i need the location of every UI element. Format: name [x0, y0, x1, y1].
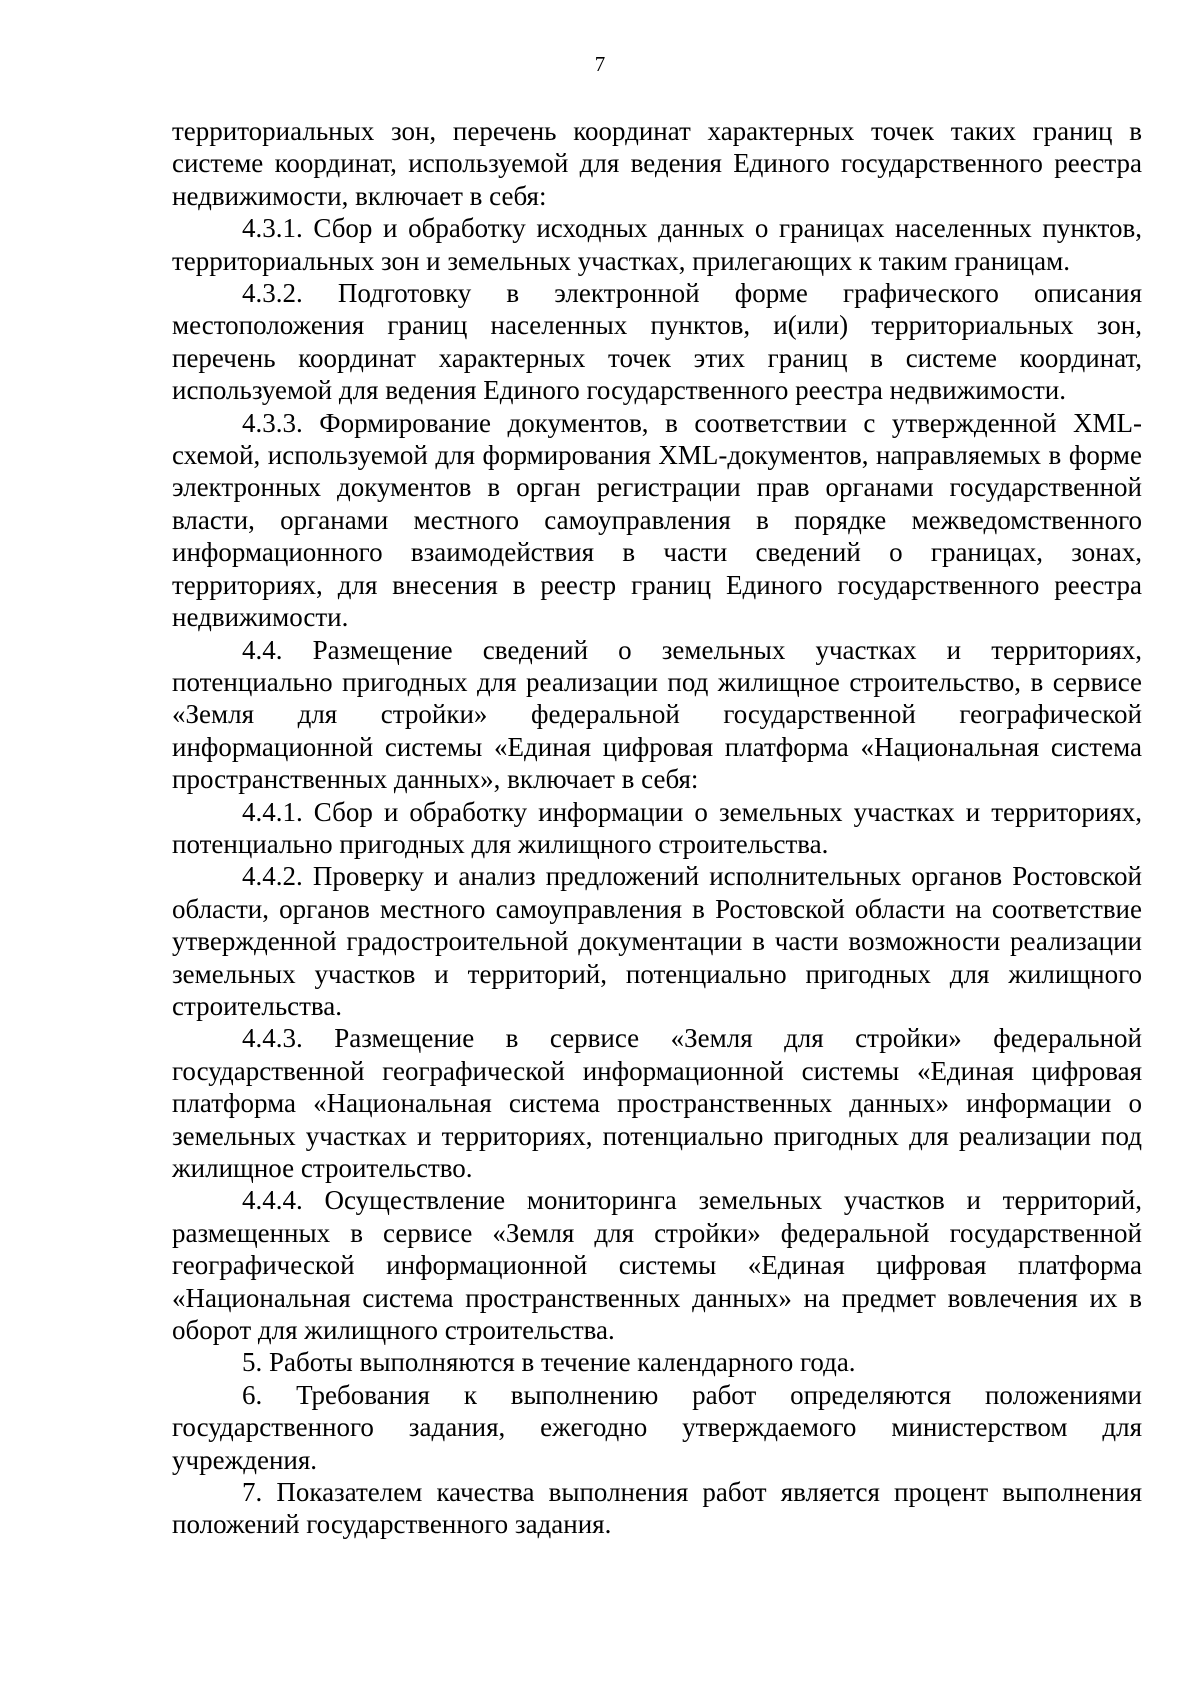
paragraph-4-3-1: 4.3.1. Сбор и обработку исходных данных о границах населенных пунктов, территориальных зон и земельных участках, прилегающих к таким границам. — [172, 213, 1142, 276]
paragraph-continuation: территориальных зон, перечень координат характерных точек таких границ в системе координат, используемой для ведения Единого государственного реестра недвижимости, включает в себя: — [172, 116, 1142, 211]
paragraph-7: 7. Показателем качества выполнения работ является процент выполнения положений государственного задания. — [172, 1477, 1142, 1540]
paragraph-4-4-4: 4.4.4. Осуществление мониторинга земельных участков и территорий, размещенных в сервисе «Земля для стройки» федеральной государственной географической информационной системы «Единая цифровая платформа «Национальная система пространственных данных» на предмет вовлечения их в оборот для жилищного строительства. — [172, 1185, 1142, 1346]
paragraph-4-4-3: 4.4.3. Размещение в сервисе «Земля для стройки» федеральной государственной географической информационной системы «Единая цифровая платформа «Национальная система пространственных данных» информации о земельных участках и территориях, потенциально пригодных для реализации под жилищное строительство. — [172, 1023, 1142, 1183]
document-body — [172, 115, 1142, 1541]
paragraph-4-4-2: 4.4.2. Проверку и анализ предложений исполнительных органов Ростовской области, органов местного самоуправления в Ростовской области на соответствие утвержденной градостроительной документации в части возможности реализации земельных участков и территорий, потенциально пригодных для жилищного строительства. — [172, 861, 1142, 1021]
paragraph-4-3-3: 4.3.3. Формирование документов, в соответствии с утвержденной XML-схемой, используемой для формирования XML-документов, направляемых в форме электронных документов в орган регистрации прав органами государственной власти, органами местного самоуправления в порядке межведомственного информационного взаимодействия в части сведений о границах, зонах, территориях, для внесения в реестр границ Единого государственного реестра недвижимости. — [172, 407, 1142, 633]
page-number: 7 — [594, 52, 606, 76]
paragraph-4-4: 4.4. Размещение сведений о земельных участках и территориях, потенциально пригодных для реализации под жилищное строительство, в сервисе «Земля для стройки» федеральной государственной географической информационной системы «Единая цифровая платформа «Национальная система пространственных данных», включает в себя: — [172, 634, 1142, 795]
paragraph-4-3-2: 4.3.2. Подготовку в электронной форме графического описания местоположения границ населенных пунктов, и(или) территориальных зон, перечень координат характерных точек этих границ в системе координат, используемой для ведения Единого государственного реестра недвижимости. — [172, 278, 1142, 406]
paragraph-6: 6. Требования к выполнению работ определяются положениями государственного задания, ежегодно утверждаемого министерством для учреждения. — [172, 1379, 1142, 1475]
paragraph-5: 5. Работы выполняются в течение календарного года. — [242, 1347, 856, 1378]
paragraph-4-4-1: 4.4.1. Сбор и обработку информации о земельных участках и территориях, потенциально пригодных для жилищного строительства. — [172, 796, 1142, 859]
